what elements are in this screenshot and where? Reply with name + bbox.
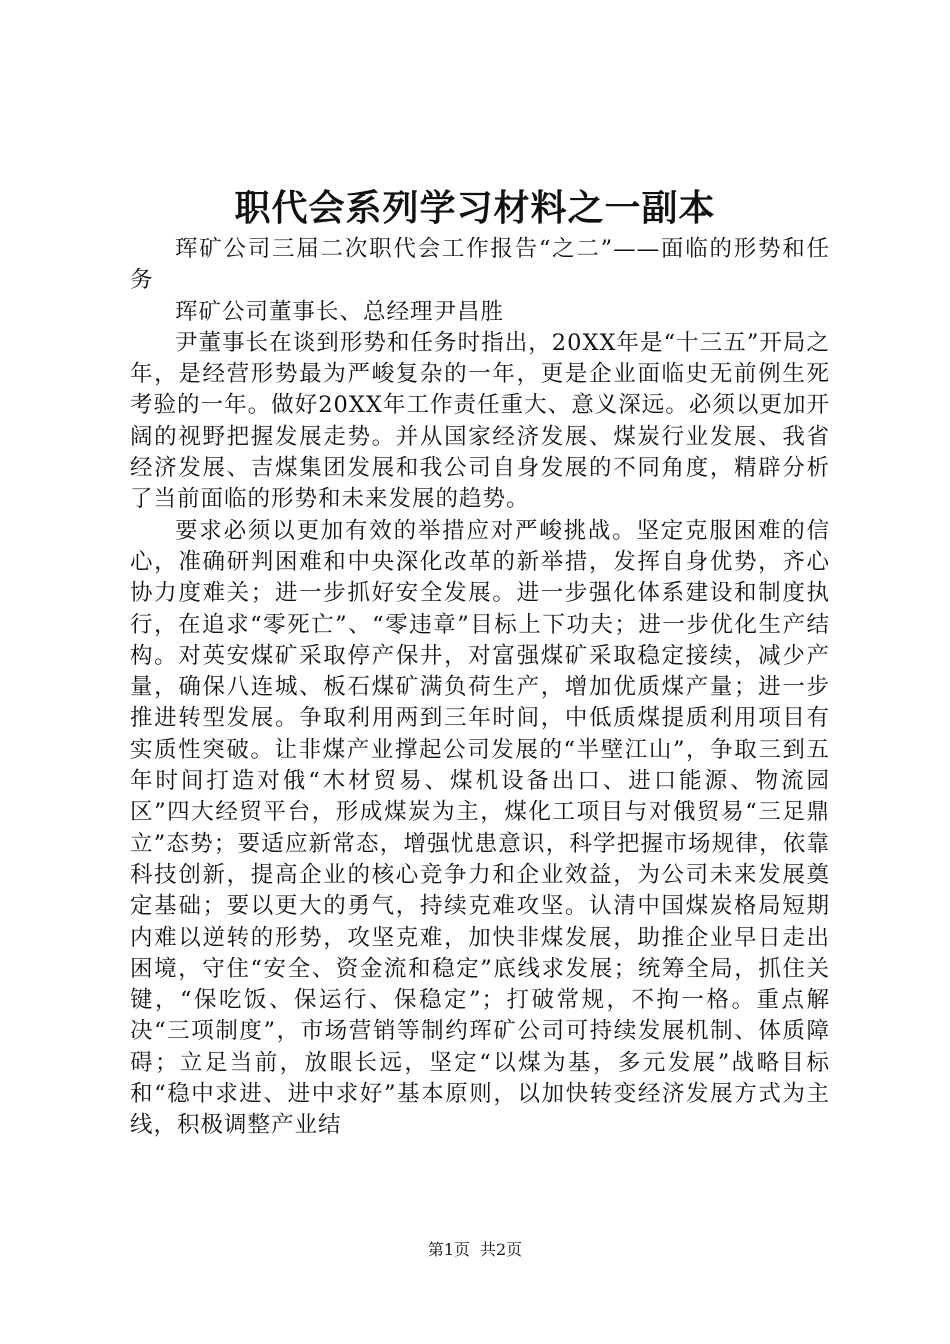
body-paragraph: 要求必须以更加有效的举措应对严峻挑战。坚定克服困难的信心，准确研判困难和中央深化改革的新举措，发挥自身优势，齐心协力度难关；进一步抓好安全发展。进一步强化体系建设和制度执行，在追求“零死亡”、“零违章”目标上下功夫；进一步优化生产结构。对英安煤矿采取停产保井，对富强煤矿采取稳定接续，减少产量，确保八连城、板石煤矿满负荷生产，增加优质煤产量；进一步推进转型发展。争取利用两到三年时间，中低质煤提质利用项目有实质性突破。让非煤产业撑起公司发展的“半壁江山”，争取三到五年时间打造对俄“木材贸易、煤机设备出口、进口能源、物流园区”四大经贸平台，形成煤炭为主，煤化工项目与对俄贸易“三足鼎立”态势；要适应新常态，增强忧患意识，科学把握市场规律，依靠科技创新，提高企业的核心竞争力和企业效益，为公司未来发展奠定基础；要以更大的勇气，持续克难攻坚。认清中国煤炭格局短期内难以逆转的形势，攻坚克难，加快非煤发展，助推企业早日走出困境，守住“安全、资金流和稳定”底线求发展；统筹全局，抓住关键，“保吃饭、保运行、保稳定”；打破常规，不拘一格。重点解决“三项制度”，市场营销等制约珲矿公司可持续发展机制、体质障碍；立足当前，放眼长远，坚定“以煤为基，多元发展”战略目标和“稳中求进、进中求好”基本原则，以加快转变经济发展方式为主线，积极调整产业结 — [130, 517, 830, 1139]
body-paragraph: 尹董事长在谈到形势和任务时指出，20XX年是“十三五”开局之年，是经营形势最为严峻复杂的一年，更是企业面临史无前例生死考验的一年。做好20XX年工作责任重大、意义深远。必须以更加开阔的视野把握发展走势。并从国家经济发展、煤炭行业发展、我省经济发展、吉煤集团发展和我公司自身发展的不同角度，精辟分析了当前面临的形势和未来发展的趋势。 — [130, 329, 830, 513]
page-number: 第1页 — [427, 1240, 470, 1259]
page-footer — [0, 1239, 950, 1261]
author-line: 珲矿公司董事长、总经理尹昌胜 — [175, 298, 505, 325]
page-total: 共2页 — [480, 1240, 523, 1259]
subtitle-paragraph: 珲矿公司三届二次职代会工作报告“之二”——面临的形势和任务 — [130, 236, 830, 294]
document-body — [130, 234, 830, 1142]
document-title: 职代会系列学习材料之一副本 — [234, 187, 716, 229]
